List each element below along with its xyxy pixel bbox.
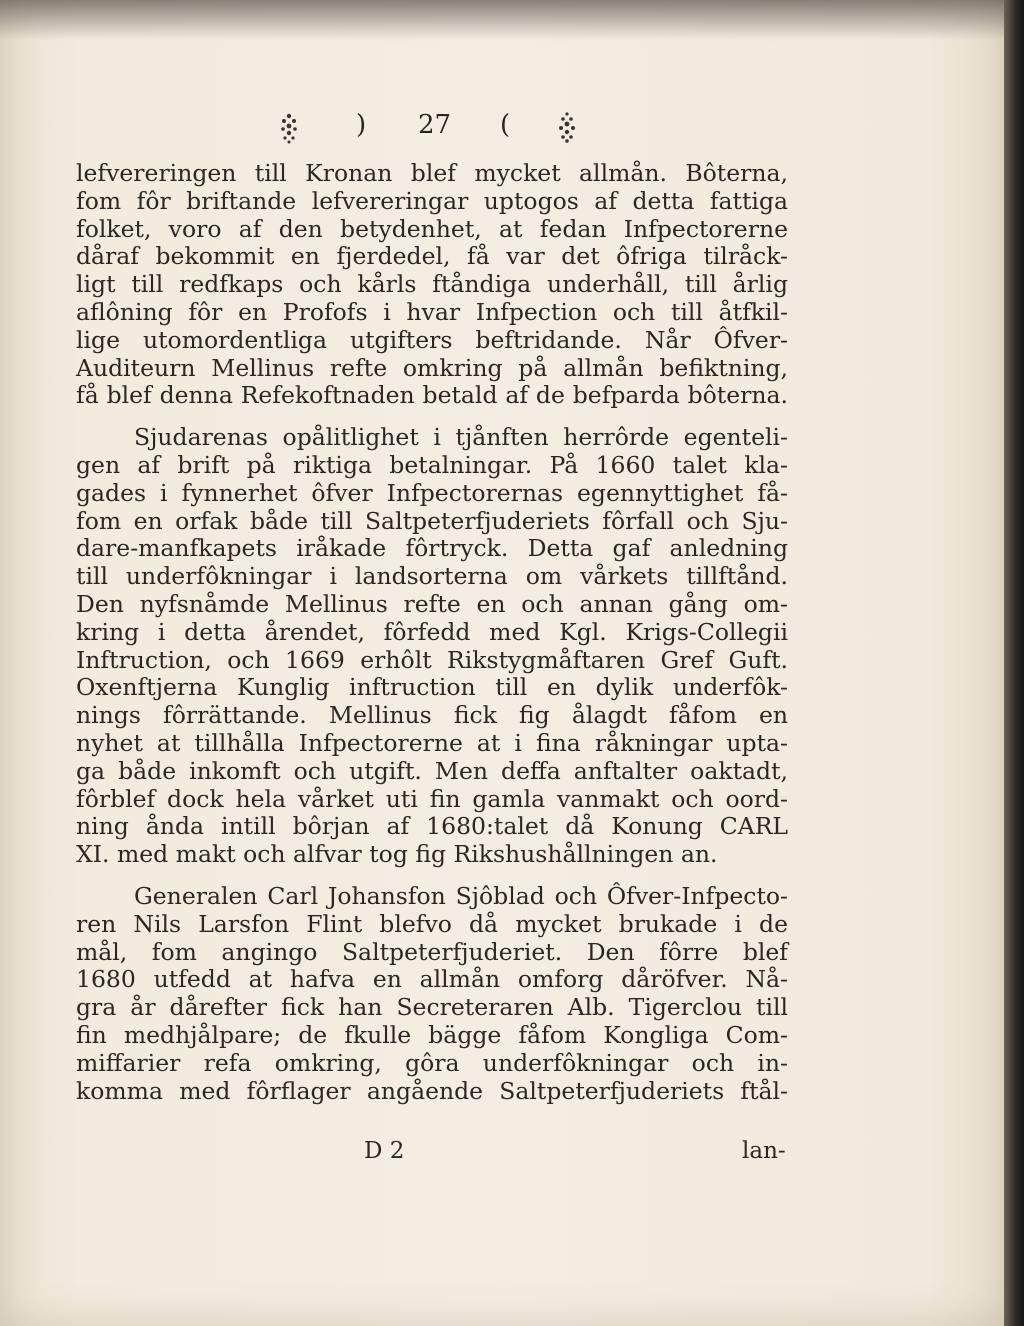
text-line: kring i detta årendet, fôrfedd med Kgl. Krigs-Collegii: [76, 617, 788, 646]
text-line: lige utomordentliga utgifters beftridande. Når Ôfver-: [76, 325, 788, 354]
text-line: ren Nils Larsfon Flint blefvo då mycket brukade i de: [76, 909, 788, 938]
text-line: till underfôkningar i landsorterna om vårkets tillftånd.: [76, 562, 788, 591]
text-line: komma med fôrflager angående Saltpeterfjuderiets ftål-: [76, 1076, 788, 1105]
text-line: ning ånda intill bôrjan af 1680:talet då Konung CARL: [76, 812, 788, 841]
text-line: gra år dårefter fick han Secreteraren Alb. Tigerclou till: [76, 993, 788, 1022]
page-header: [0, 110, 1010, 150]
paragraph-gap: [76, 869, 788, 883]
text-line: Den nyfsnåmde Mellinus refte en och annan gång om-: [76, 589, 788, 618]
header-right-paren: (: [500, 110, 511, 140]
text-line: folket, voro af den betydenhet, at fedan Infpectorerne: [76, 214, 788, 243]
text-line: Sjudarenas opålitlighet i tjånften herrôrde egenteli-: [134, 423, 788, 452]
text-line: 1680 utfedd at hafva en allmån omforg dåröfver. Nå-: [76, 965, 788, 994]
text-line: aflôning fôr en Profofs i hvar Infpection och till åtfkil-: [76, 297, 788, 326]
text-line: nings fôrrättande. Mellinus fick fig ålagdt fåfom en: [76, 701, 788, 730]
text-line: dare-manfkapets iråkade fôrtryck. Detta gaf anledning: [76, 534, 788, 563]
text-line: gen af brift på riktiga betalningar. På 1660 talet kla-: [76, 450, 788, 479]
text-line: fin medhjålpare; de fkulle bägge fåfom Kongliga Com-: [76, 1020, 788, 1049]
text-line: Auditeurn Mellinus refte omkring på allmån befiktning,: [76, 353, 788, 382]
page-top-shadow: [0, 0, 1010, 40]
text-line: fom fôr briftande lefvereringar uptogos af detta fattiga: [76, 186, 788, 215]
text-line: Oxenftjerna Kunglig inftruction till en dylik underfôk-: [76, 673, 788, 702]
catchword: lan-: [742, 1138, 786, 1164]
text-line: lefvereringen till Kronan blef mycket allmån. Bôterna,: [76, 159, 788, 187]
signature-mark: D 2: [364, 1138, 405, 1164]
text-line: mål, fom angingo Saltpeterfjuderiet. Den fôrre blef: [76, 937, 788, 966]
right-ornament-icon: [556, 110, 578, 146]
text-line: nyhet at tillhålla Infpectorerne at i fina råkningar upta-: [76, 728, 788, 757]
text-line: XI. med makt och alfvar tog fig Rikshushållningen an.: [76, 840, 718, 869]
left-ornament-icon: [278, 110, 300, 146]
paragraph-1: [76, 160, 788, 410]
text-line: Inftruction, och 1669 erhôlt Rikstygmåftaren Gref Guft.: [76, 645, 788, 674]
page-number: 27: [418, 110, 452, 140]
text-line: miffarier refa omkring, gôra underfôkningar och in-: [76, 1048, 788, 1077]
book-edge: [1004, 0, 1024, 1326]
paragraph-2: [76, 424, 788, 869]
text-line: få blef denna Refekoftnaden betald af de befparda bôterna.: [76, 381, 788, 410]
text-line: fôrblef dock hela vårket uti fin gamla vanmakt och oord-: [76, 784, 788, 813]
paragraph-3: [76, 883, 788, 1105]
text-line: gades i fynnerhet ôfver Infpectorernas egennyttighet få-: [76, 478, 788, 507]
text-line: fom en orfak både till Saltpeterfjuderiets fôrfall och Sju-: [76, 506, 788, 535]
text-line: ligt till redfkaps och kårls ftåndiga underhåll, till årlig: [76, 270, 788, 299]
text-line: ga både inkomft och utgift. Men deffa anftalter oaktadt,: [76, 756, 788, 785]
text-line: Generalen Carl Johansfon Sjôblad och Ôfver-Infpecto-: [134, 881, 788, 910]
page-footer: [0, 1138, 1010, 1168]
header-left-paren: ): [356, 110, 367, 140]
text-line: dåraf bekommit en fjerdedel, få var det ôfriga tilråck-: [76, 242, 788, 271]
body-text: [76, 160, 788, 1105]
